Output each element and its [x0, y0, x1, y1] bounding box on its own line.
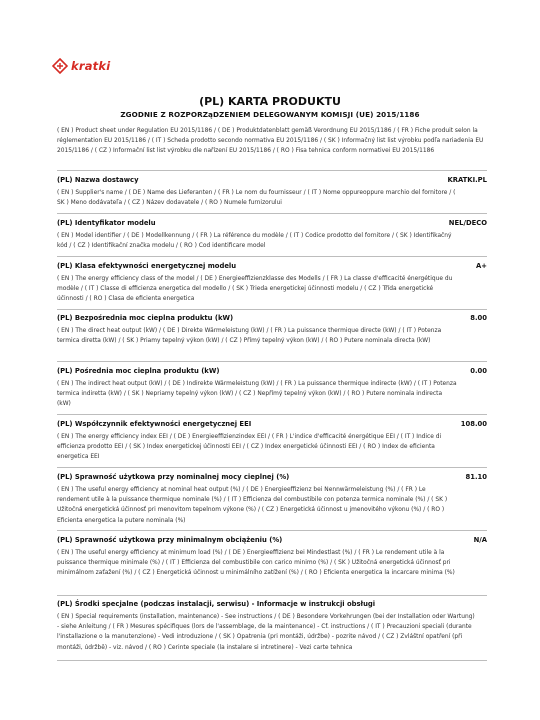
- intro-text: ( EN ) Product sheet under Regulation EU 2015/1186 / ( DE ) Produktdatenblatt gemäß Verordnung EU 2015/1186 / ( FR ) Fiche produit selon la réglementation EU 2015/1186 / ( IT ) Scheda prodotto secondo normativa EU 2015/1186 / ( SK ) Informačný list list výrobku podľa nariadenia EU 2015/1186 / ( CZ ) Informační list list výrobku dle nařízení EU 2015/1186 / ( RO ) Fisa tehnica conform normativei EU 2015/1186: [57, 128, 484, 155]
- section-heading: (PL) Klasa efektywności energetycznej modelu: [57, 262, 237, 270]
- section-heading: (PL) Nazwa dostawcy: [57, 176, 139, 184]
- section-body: ( EN ) The useful energy efficiency at nominal heat output (%) / ( DE ) Energieeffizienz bei Nennwärmeleistung (%) / ( FR ) Le rendement utile à la puissance thermique nominale (%) / ( IT ) Efficienza del combustibile con potenza termica nominale (%) / ( SK ) Užitočná energetická účinnosť pri menovitom tepelnom výkone (%) / ( CZ ) Energetická účinnost u jmenovitého výkonu (%) / ( RO ) Eficienta energetica la putere nominala (%): [57, 487, 448, 524]
- section-heading: (PL) Środki specjalne (podczas instalacji, serwisu) - Informacje w instrukcji obsługi: [57, 600, 376, 608]
- divider: [57, 414, 487, 415]
- section-body: ( EN ) The energy efficiency index EEI / ( DE ) Energieeffizienzindex EEI / ( FR ) L'indice d'efficacité énergétique EEI / ( IT ) Indice di efficienza prodotto EEI / ( SK ) Index energetickej účinnosti EEI / ( CZ ) Index energetické účinnosti EEI / ( RO ) Index de eficienta energetica EEI: [57, 434, 442, 461]
- logo-text: kratki: [71, 59, 111, 73]
- divider: [57, 256, 487, 257]
- section-heading: (PL) Bezpośrednia moc cieplna produktu (kW): [57, 314, 234, 322]
- section-value: NEL/DECO: [448, 219, 487, 227]
- page-title: (PL) KARTA PRODUKTU: [199, 95, 341, 108]
- divider: [57, 361, 487, 362]
- section-direct-heat-output: [57, 314, 487, 346]
- section-eei: [57, 420, 487, 463]
- divider: [57, 309, 487, 310]
- section-body: ( EN ) Model identifier / ( DE ) Modellkennung / ( FR ) La référence du modèle / ( IT ) Codice prodotto del fornitore / ( SK ) Identifikačný kód / ( CZ ) Identifikační značka modelu / ( RO ) Cod identificare model: [57, 233, 452, 250]
- divider: [57, 660, 487, 661]
- section-value: A+: [476, 262, 487, 270]
- divider: [57, 530, 487, 531]
- section-body: ( EN ) The indirect heat output (kW) / ( DE ) Indirekte Wärmeleistung (kW) / ( FR ) La puissance thermique indirecte (kW) / ( IT ) Potenza termica indiretta (kW) / ( SK ) Nepriamy tepelný výkon (kW) / ( CZ ) Nepřímý tepelný výkon (kW) / ( RO ) Putere nominala indirecta (kW): [57, 381, 457, 408]
- section-efficiency-minimum: [57, 536, 487, 579]
- section-value: KRATKI.PL: [447, 176, 487, 184]
- section-value: 8.00: [470, 314, 487, 322]
- section-efficiency-nominal: [57, 473, 487, 526]
- section-indirect-heat-output: [57, 367, 487, 410]
- section-heading: (PL) Sprawność użytkowa przy minimalnym obciążeniu (%): [57, 536, 283, 544]
- page-subtitle: ZGODNIE Z ROZPORZąDZENIEM DELEGOWANYM KOMISJI (UE) 2015/1186: [120, 110, 420, 119]
- kratki-logo-icon: [52, 58, 68, 74]
- section-value: 108.00: [460, 420, 487, 428]
- brand-logo: [52, 58, 110, 74]
- section-heading: (PL) Sprawność użytkowa przy nominalnej mocy cieplnej (%): [57, 473, 290, 481]
- divider: [57, 213, 487, 214]
- section-energy-class: [57, 262, 487, 305]
- section-body: ( EN ) The direct heat output (kW) / ( DE ) Direkte Wärmeleistung (kW) / ( FR ) La puissance thermique directe (kW) / ( IT ) Potenza termica diretta (kW) / ( SK ) Priamy tepelný výkon (kW) / ( CZ ) Přímý tepelný výkon (kW) / ( RO ) Putere nominala directa (kW): [57, 328, 442, 345]
- section-model-identifier: [57, 219, 487, 251]
- section-value: 0.00: [470, 367, 487, 375]
- section-heading: (PL) Identyfikator modelu: [57, 219, 156, 227]
- section-heading: (PL) Współczynnik efektywności energetycznej EEI: [57, 420, 252, 428]
- section-body: ( EN ) Supplier's name / ( DE ) Name des Lieferanten / ( FR ) Le nom du fournisseur / ( IT ) Nome oppureoppure marchio del fornitore / ( SK ) Meno dodávateľa / ( CZ ) Název dodavatele / ( RO ) Numele furnizorului: [57, 190, 456, 207]
- section-body: ( EN ) The energy efficiency class of the model / ( DE ) Energieeffizienzklasse des Modells / ( FR ) La classe d'efficacité énergétique du modèle / ( IT ) Classe di efficienza energetica del modello / ( SK ) Trieda energetickej účinnosti modelu / ( CZ ) Třída energetické účinnosti / ( RO ) Clasa de eficienta energetica: [57, 276, 453, 303]
- section-special-requirements: [57, 600, 487, 653]
- section-heading: (PL) Pośrednia moc cieplna produktu (kW): [57, 367, 220, 375]
- divider: [57, 595, 487, 596]
- section-body: ( EN ) The useful energy efficiency at minimum load (%) / ( DE ) Energieeffizienz bei Mindestlast (%) / ( FR ) Le rendement utile à la puissance thermique minimale (%) / ( IT ) Efficienza del combustibile con carico minimo (%) / ( SK ) Užitočná energetická účinnosť pri minimálnom zaťažení (%) / ( CZ ) Energetická účinnost u minimálního zatížení (%) / ( RO ) Eficienta energetica la incarcare minima (%): [57, 550, 455, 577]
- divider: [57, 170, 487, 171]
- section-body: ( EN ) Special requirements (installation, maintenance) - See instructions / ( DE ) Besondere Vorkehrungen (bei der Installation oder Wartung) - siehe Anleitung / ( FR ) Mesures spécifiques (lors de l'assemblage, de la maintenance) - Cf. instructions / ( IT ) Precauzioni speciali (durante l'installazione o la manutenzione) - Vedi introduzione / ( SK ) Opatrenia (pri montáži, údržbe) - pozrite návod / ( CZ ) Zvláštní opatření (při montáži, údržbě) - viz. návod / ( RO ) Cerinte speciale (la instalare si intretinere) - Vezi carte tehnica: [57, 614, 475, 651]
- divider: [57, 467, 487, 468]
- section-value: N/A: [473, 536, 487, 544]
- section-supplier-name: [57, 176, 487, 208]
- section-value: 81.10: [465, 473, 487, 481]
